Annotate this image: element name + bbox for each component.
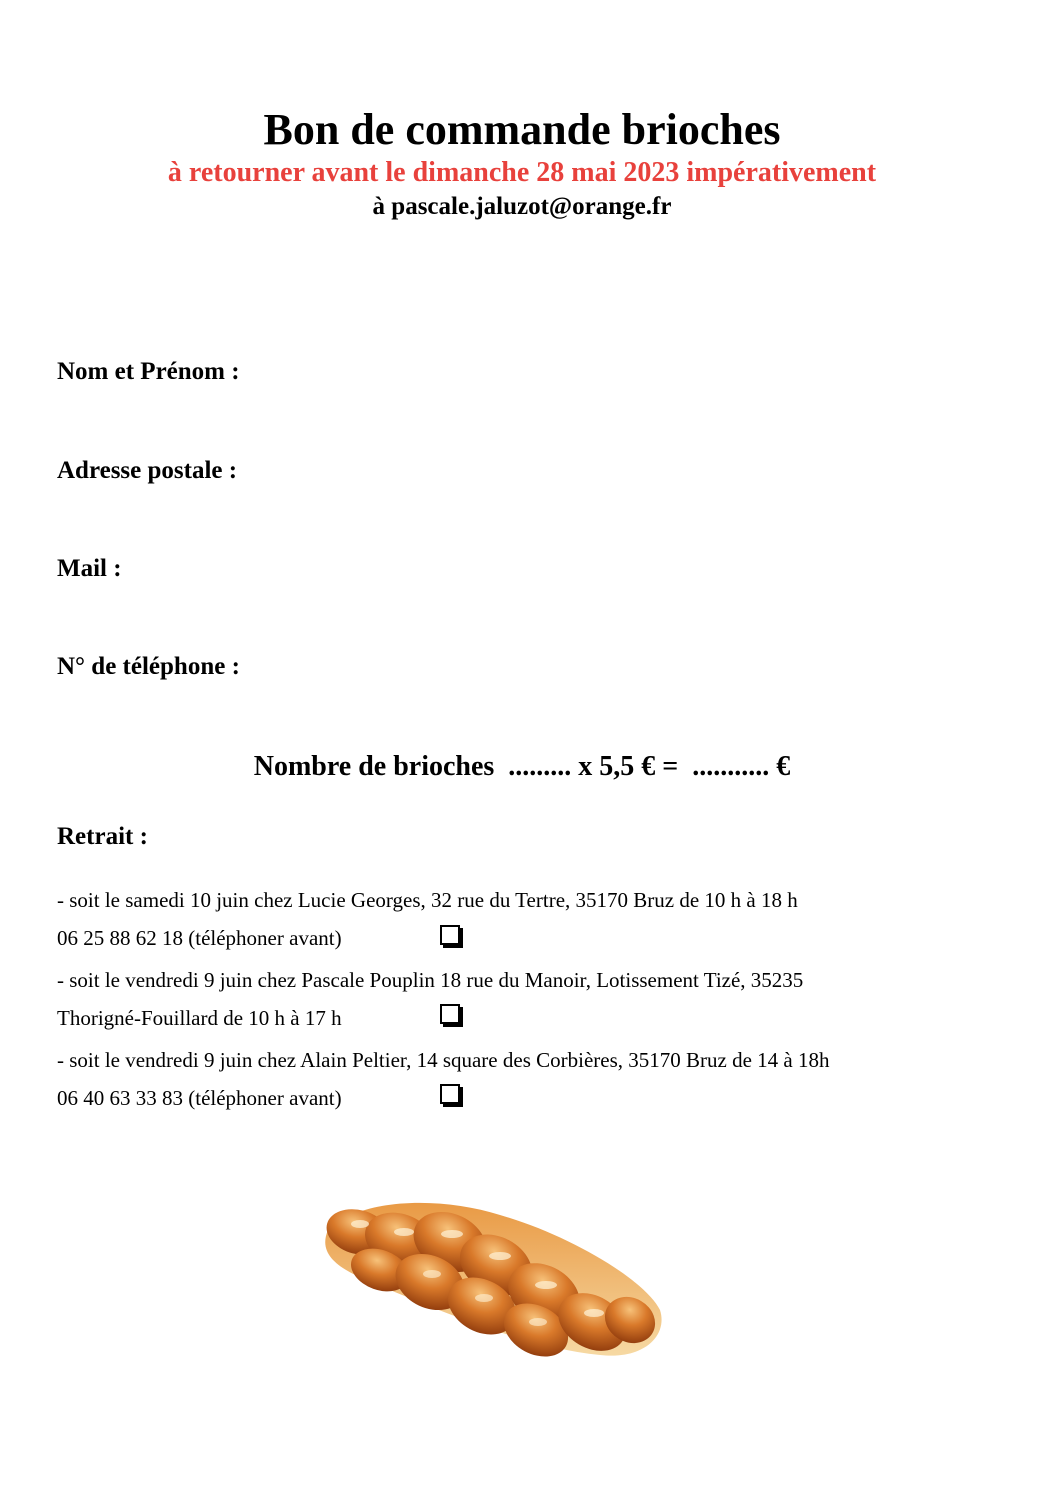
retrait-option-2-line-1: - soit le vendredi 9 juin chez Pascale Pouplin 18 rue du Manoir, Lotissement Tizé, 35235 bbox=[57, 968, 804, 992]
retrait-option-2-line-2: Thorigné-Fouillard de 10 h à 17 h bbox=[57, 1006, 342, 1030]
retrait-option-2-checkbox[interactable] bbox=[440, 1004, 460, 1024]
retrait-option-1-checkbox[interactable] bbox=[440, 925, 460, 945]
return-email: à pascale.jaluzot@orange.fr bbox=[372, 193, 672, 220]
retrait-option-3-line-2: 06 40 63 33 83 (téléphoner avant) bbox=[57, 1086, 342, 1110]
retrait-option-1-line-2: 06 25 88 62 18 (téléphoner avant) bbox=[57, 926, 342, 950]
phone-field-label: N° de téléphone : bbox=[57, 653, 240, 680]
brioche-quantity-line: Nombre de brioches ......... x 5,5 € = ........... € bbox=[253, 751, 791, 782]
brioche-image bbox=[300, 1190, 685, 1372]
address-field-label: Adresse postale : bbox=[57, 457, 238, 484]
retrait-option-1-line-1: - soit le samedi 10 juin chez Lucie Georges, 32 rue du Tertre, 35170 Bruz de 10 h à 18 h bbox=[57, 888, 798, 912]
retrait-heading: Retrait : bbox=[57, 823, 148, 850]
mail-field-label: Mail : bbox=[57, 555, 122, 582]
name-field-label: Nom et Prénom : bbox=[57, 358, 240, 385]
retrait-option-3-checkbox[interactable] bbox=[440, 1084, 460, 1104]
page-title: Bon de commande brioches bbox=[263, 105, 781, 154]
retrait-option-3-line-1: - soit le vendredi 9 juin chez Alain Peltier, 14 square des Corbières, 35170 Bruz de 14 à 18h bbox=[57, 1048, 830, 1072]
deadline-notice: à retourner avant le dimanche 28 mai 2023 impérativement bbox=[167, 157, 877, 188]
